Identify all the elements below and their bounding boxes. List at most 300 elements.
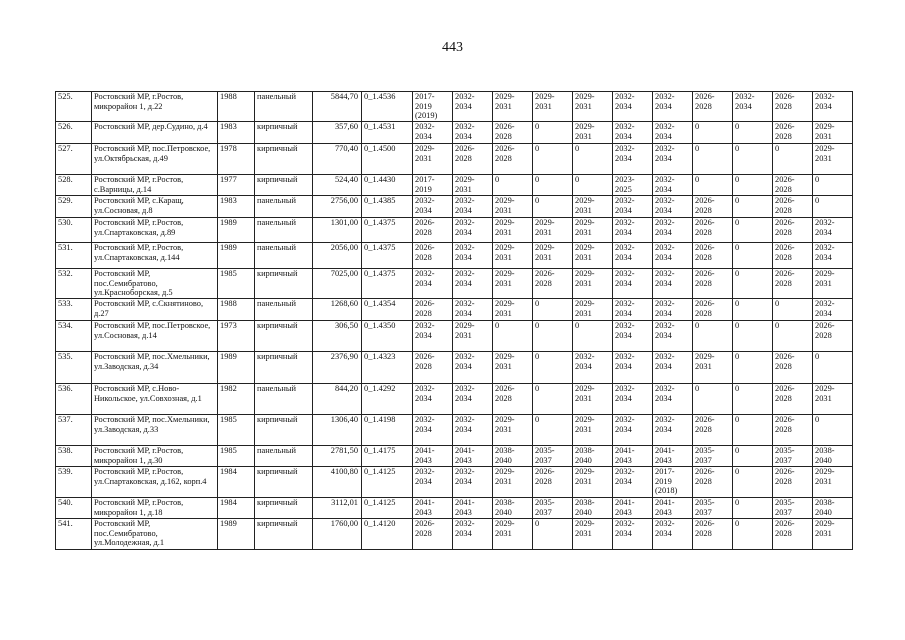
cell-wall-material: кирпичный — [255, 175, 313, 196]
cell-address: Ростовский МР, г.Ростов, микрорайон 1, д.30 — [92, 446, 218, 467]
cell-wall-material: панельный — [255, 196, 313, 218]
cell-period-10: 2026-2028 — [773, 196, 813, 218]
cell-wall-material: панельный — [255, 92, 313, 122]
cell-period-3: 2029-2031 — [493, 269, 533, 299]
cell-period-11: 2029-2031 — [813, 384, 853, 415]
cell-build-year: 1984 — [218, 467, 255, 498]
cell-period-3: 2029-2031 — [493, 218, 533, 243]
cell-period-8: 0 — [693, 384, 733, 415]
cell-period-1: 2032-2034 — [413, 384, 453, 415]
cell-period-9: 0 — [733, 299, 773, 321]
cell-rank-code: 0_1.4500 — [362, 144, 413, 175]
cell-address: Ростовский МР, г.Ростов, ул.Спартаковская, д.144 — [92, 243, 218, 269]
cell-period-3: 2029-2031 — [493, 196, 533, 218]
cell-period-1: 2026-2028 — [413, 218, 453, 243]
cell-period-2: 2032-2034 — [453, 122, 493, 144]
cell-address: Ростовский МР, г.Ростов, микрорайон 1, д.18 — [92, 498, 218, 519]
cell-period-10: 2026-2028 — [773, 218, 813, 243]
cell-period-1: 2032-2034 — [413, 122, 453, 144]
table-row — [56, 218, 853, 243]
cell-period-5: 2029-2031 — [573, 467, 613, 498]
cell-period-6: 2032-2034 — [613, 269, 653, 299]
cell-period-6: 2032-2034 — [613, 122, 653, 144]
cell-period-4: 0 — [533, 352, 573, 384]
cell-period-2: 2029-2031 — [453, 321, 493, 352]
cell-period-1: 2026-2028 — [413, 243, 453, 269]
cell-period-7: 2032-2034 — [653, 122, 693, 144]
cell-period-7: 2032-2034 — [653, 218, 693, 243]
cell-period-6: 2032-2034 — [613, 352, 653, 384]
cell-rank-code: 0_1.4536 — [362, 92, 413, 122]
cell-address: Ростовский МР, пос.Петровское, ул.Октябрьская, д.49 — [92, 144, 218, 175]
cell-wall-material: кирпичный — [255, 519, 313, 550]
cell-period-1: 2041-2043 — [413, 446, 453, 467]
cell-period-4: 0 — [533, 384, 573, 415]
cell-period-3: 2026-2028 — [493, 122, 533, 144]
cell-period-2: 2041-2043 — [453, 498, 493, 519]
cell-period-1: 2026-2028 — [413, 299, 453, 321]
cell-period-6: 2023-2025 — [613, 175, 653, 196]
cell-period-9: 0 — [733, 446, 773, 467]
cell-period-1: 2026-2028 — [413, 519, 453, 550]
table-row — [56, 196, 853, 218]
cell-period-3: 2038-2040 — [493, 446, 533, 467]
cell-period-10: 2026-2028 — [773, 269, 813, 299]
cell-period-6: 2032-2034 — [613, 196, 653, 218]
cell-address: Ростовский МР, г.Ростов, с.Варницы, д.14 — [92, 175, 218, 196]
cell-row-number: 529. — [56, 196, 92, 218]
cell-period-7: 2032-2034 — [653, 144, 693, 175]
cell-period-2: 2032-2034 — [453, 519, 493, 550]
cell-period-9: 0 — [733, 218, 773, 243]
cell-period-10: 2026-2028 — [773, 467, 813, 498]
cell-period-7: 2032-2034 — [653, 92, 693, 122]
table-row — [56, 498, 853, 519]
cell-build-year: 1988 — [218, 92, 255, 122]
cell-period-8: 2026-2028 — [693, 519, 733, 550]
cell-build-year: 1983 — [218, 122, 255, 144]
cell-wall-material: панельный — [255, 299, 313, 321]
cell-period-6: 2032-2034 — [613, 144, 653, 175]
cell-period-10: 2026-2028 — [773, 175, 813, 196]
cell-period-2: 2032-2034 — [453, 467, 493, 498]
cell-period-7: 2032-2034 — [653, 321, 693, 352]
cell-period-11: 2029-2031 — [813, 269, 853, 299]
cell-period-2: 2032-2034 — [453, 218, 493, 243]
cell-period-7: 2041-2043 — [653, 498, 693, 519]
cell-period-8: 0 — [693, 122, 733, 144]
cell-wall-material: кирпичный — [255, 415, 313, 446]
cell-period-7: 2032-2034 — [653, 196, 693, 218]
cell-period-8: 2026-2028 — [693, 415, 733, 446]
cell-period-2: 2041-2043 — [453, 446, 493, 467]
cell-period-5: 2029-2031 — [573, 299, 613, 321]
cell-wall-material: панельный — [255, 243, 313, 269]
cell-build-year: 1989 — [218, 218, 255, 243]
cell-period-7: 2041-2043 — [653, 446, 693, 467]
cell-period-1: 2032-2034 — [413, 269, 453, 299]
cell-period-7: 2032-2034 — [653, 299, 693, 321]
cell-period-4: 2026-2028 — [533, 467, 573, 498]
cell-address: Ростовский МР, пос.Семибратово, ул.Красноборская, д.5 — [92, 269, 218, 299]
cell-address: Ростовский МР, дер.Судино, д.4 — [92, 122, 218, 144]
cell-period-2: 2032-2034 — [453, 196, 493, 218]
cell-period-2: 2032-2034 — [453, 243, 493, 269]
cell-period-5: 2038-2040 — [573, 446, 613, 467]
cell-build-year: 1982 — [218, 384, 255, 415]
cell-period-3: 2026-2028 — [493, 144, 533, 175]
cell-build-year: 1985 — [218, 415, 255, 446]
cell-row-number: 541. — [56, 519, 92, 550]
cell-row-number: 532. — [56, 269, 92, 299]
cell-period-4: 2029-2031 — [533, 92, 573, 122]
cell-period-6: 2041-2043 — [613, 446, 653, 467]
cell-period-11: 0 — [813, 175, 853, 196]
cell-area: 524,40 — [313, 175, 362, 196]
cell-area: 844,20 — [313, 384, 362, 415]
cell-period-11: 2026-2028 — [813, 321, 853, 352]
cell-period-8: 2035-2037 — [693, 446, 733, 467]
cell-period-5: 0 — [573, 175, 613, 196]
cell-rank-code: 0_1.4531 — [362, 122, 413, 144]
cell-period-8: 0 — [693, 321, 733, 352]
cell-row-number: 531. — [56, 243, 92, 269]
table-row — [56, 467, 853, 498]
cell-rank-code: 0_1.4385 — [362, 196, 413, 218]
cell-period-11: 2038-2040 — [813, 446, 853, 467]
table-row — [56, 269, 853, 299]
cell-period-5: 2029-2031 — [573, 196, 613, 218]
cell-period-1: 2032-2034 — [413, 321, 453, 352]
cell-row-number: 534. — [56, 321, 92, 352]
cell-period-3: 2029-2031 — [493, 352, 533, 384]
cell-period-9: 0 — [733, 243, 773, 269]
cell-build-year: 1983 — [218, 196, 255, 218]
cell-address: Ростовский МР, с.Скнятиново, д.27 — [92, 299, 218, 321]
cell-period-9: 0 — [733, 467, 773, 498]
cell-row-number: 533. — [56, 299, 92, 321]
cell-period-11: 2032-2034 — [813, 92, 853, 122]
cell-period-8: 2026-2028 — [693, 218, 733, 243]
cell-period-4: 0 — [533, 175, 573, 196]
cell-period-9: 0 — [733, 175, 773, 196]
cell-period-9: 0 — [733, 321, 773, 352]
cell-period-3: 0 — [493, 175, 533, 196]
cell-period-11: 2029-2031 — [813, 467, 853, 498]
table-row — [56, 175, 853, 196]
cell-period-10: 0 — [773, 299, 813, 321]
table-row — [56, 243, 853, 269]
cell-period-7: 2017-2019 (2018) — [653, 467, 693, 498]
cell-row-number: 526. — [56, 122, 92, 144]
cell-wall-material: кирпичный — [255, 269, 313, 299]
cell-row-number: 539. — [56, 467, 92, 498]
cell-period-1: 2029-2031 — [413, 144, 453, 175]
cell-period-10: 2035-2037 — [773, 446, 813, 467]
cell-period-10: 2026-2028 — [773, 352, 813, 384]
cell-period-10: 2026-2028 — [773, 384, 813, 415]
cell-period-10: 0 — [773, 144, 813, 175]
cell-period-4: 0 — [533, 321, 573, 352]
cell-period-5: 2032-2034 — [573, 352, 613, 384]
cell-build-year: 1988 — [218, 299, 255, 321]
cell-period-3: 2029-2031 — [493, 243, 533, 269]
cell-period-4: 0 — [533, 196, 573, 218]
cell-period-10: 2026-2028 — [773, 122, 813, 144]
cell-period-11: 2032-2034 — [813, 299, 853, 321]
cell-period-11: 2032-2034 — [813, 243, 853, 269]
cell-area: 306,50 — [313, 321, 362, 352]
cell-row-number: 540. — [56, 498, 92, 519]
cell-rank-code: 0_1.4354 — [362, 299, 413, 321]
cell-area: 2376,90 — [313, 352, 362, 384]
cell-build-year: 1984 — [218, 498, 255, 519]
cell-area: 5844,70 — [313, 92, 362, 122]
cell-rank-code: 0_1.4323 — [362, 352, 413, 384]
cell-period-8: 2026-2028 — [693, 196, 733, 218]
cell-period-10: 2026-2028 — [773, 519, 813, 550]
cell-address: Ростовский МР, с.Ново-Никольское, ул.Совхозная, д.1 — [92, 384, 218, 415]
cell-row-number: 528. — [56, 175, 92, 196]
cell-wall-material: кирпичный — [255, 321, 313, 352]
cell-period-11: 2029-2031 — [813, 144, 853, 175]
cell-period-6: 2041-2043 — [613, 498, 653, 519]
cell-period-9: 2032-2034 — [733, 92, 773, 122]
cell-area: 1760,00 — [313, 519, 362, 550]
cell-period-6: 2032-2034 — [613, 243, 653, 269]
cell-period-4: 2029-2031 — [533, 218, 573, 243]
cell-row-number: 538. — [56, 446, 92, 467]
cell-area: 770,40 — [313, 144, 362, 175]
cell-period-7: 2032-2034 — [653, 269, 693, 299]
cell-period-10: 2035-2037 — [773, 498, 813, 519]
cell-build-year: 1973 — [218, 321, 255, 352]
table-row — [56, 92, 853, 122]
cell-area: 1306,40 — [313, 415, 362, 446]
cell-period-9: 0 — [733, 519, 773, 550]
cell-period-10: 2026-2028 — [773, 92, 813, 122]
cell-period-5: 2029-2031 — [573, 519, 613, 550]
cell-address: Ростовский МР, пос.Хмельники, ул.Заводская, д.34 — [92, 352, 218, 384]
table-row — [56, 415, 853, 446]
cell-period-6: 2032-2034 — [613, 92, 653, 122]
cell-period-5: 2029-2031 — [573, 243, 613, 269]
table-row — [56, 321, 853, 352]
cell-period-11: 0 — [813, 415, 853, 446]
cell-rank-code: 0_1.4125 — [362, 498, 413, 519]
cell-period-2: 2032-2034 — [453, 269, 493, 299]
cell-wall-material: кирпичный — [255, 467, 313, 498]
cell-period-2: 2032-2034 — [453, 299, 493, 321]
cell-period-5: 2029-2031 — [573, 218, 613, 243]
cell-period-7: 2032-2034 — [653, 352, 693, 384]
cell-period-8: 2029-2031 — [693, 352, 733, 384]
cell-period-3: 2029-2031 — [493, 519, 533, 550]
cell-wall-material: кирпичный — [255, 498, 313, 519]
cell-period-4: 0 — [533, 122, 573, 144]
cell-rank-code: 0_1.4120 — [362, 519, 413, 550]
cell-period-7: 2032-2034 — [653, 384, 693, 415]
cell-rank-code: 0_1.4175 — [362, 446, 413, 467]
cell-period-9: 0 — [733, 498, 773, 519]
cell-rank-code: 0_1.4430 — [362, 175, 413, 196]
page-number: 443 — [442, 40, 463, 55]
cell-period-1: 2017-2019 (2019) — [413, 92, 453, 122]
cell-wall-material: кирпичный — [255, 352, 313, 384]
cell-row-number: 530. — [56, 218, 92, 243]
cell-wall-material: панельный — [255, 446, 313, 467]
cell-address: Ростовский МР, пос.Хмельники, ул.Заводская, д.33 — [92, 415, 218, 446]
cell-period-6: 2032-2034 — [613, 218, 653, 243]
table-row — [56, 519, 853, 550]
cell-wall-material: кирпичный — [255, 122, 313, 144]
cell-period-10: 0 — [773, 321, 813, 352]
cell-wall-material: панельный — [255, 384, 313, 415]
cell-period-8: 2026-2028 — [693, 299, 733, 321]
cell-period-4: 2035-2037 — [533, 498, 573, 519]
cell-period-9: 0 — [733, 122, 773, 144]
cell-period-3: 2038-2040 — [493, 498, 533, 519]
cell-area: 2056,00 — [313, 243, 362, 269]
cell-rank-code: 0_1.4198 — [362, 415, 413, 446]
table-row — [56, 122, 853, 144]
cell-rank-code: 0_1.4125 — [362, 467, 413, 498]
cell-period-1: 2017-2019 — [413, 175, 453, 196]
cell-period-2: 2032-2034 — [453, 415, 493, 446]
cell-period-9: 0 — [733, 384, 773, 415]
cell-rank-code: 0_1.4375 — [362, 218, 413, 243]
cell-period-5: 0 — [573, 321, 613, 352]
cell-build-year: 1989 — [218, 352, 255, 384]
overhaul-schedule-table — [55, 91, 853, 550]
cell-rank-code: 0_1.4292 — [362, 384, 413, 415]
cell-period-4: 0 — [533, 519, 573, 550]
cell-period-6: 2032-2034 — [613, 415, 653, 446]
cell-period-9: 0 — [733, 196, 773, 218]
table-row — [56, 299, 853, 321]
cell-build-year: 1977 — [218, 175, 255, 196]
cell-rank-code: 0_1.4375 — [362, 243, 413, 269]
cell-row-number: 527. — [56, 144, 92, 175]
cell-period-4: 0 — [533, 144, 573, 175]
cell-period-2: 2026-2028 — [453, 144, 493, 175]
cell-period-8: 2026-2028 — [693, 92, 733, 122]
cell-rank-code: 0_1.4375 — [362, 269, 413, 299]
table-row — [56, 384, 853, 415]
cell-period-11: 0 — [813, 352, 853, 384]
cell-period-3: 2029-2031 — [493, 467, 533, 498]
cell-rank-code: 0_1.4350 — [362, 321, 413, 352]
cell-period-5: 2029-2031 — [573, 415, 613, 446]
table-row — [56, 352, 853, 384]
cell-period-11: 2029-2031 — [813, 519, 853, 550]
cell-period-11: 2029-2031 — [813, 122, 853, 144]
cell-period-2: 2032-2034 — [453, 384, 493, 415]
cell-period-8: 2035-2037 — [693, 498, 733, 519]
cell-period-3: 0 — [493, 321, 533, 352]
table-row — [56, 144, 853, 175]
cell-period-9: 0 — [733, 269, 773, 299]
cell-period-6: 2032-2034 — [613, 384, 653, 415]
cell-period-9: 0 — [733, 144, 773, 175]
cell-period-5: 2029-2031 — [573, 92, 613, 122]
cell-period-8: 0 — [693, 175, 733, 196]
cell-period-3: 2029-2031 — [493, 415, 533, 446]
cell-period-4: 2029-2031 — [533, 243, 573, 269]
cell-period-6: 2032-2034 — [613, 519, 653, 550]
cell-period-2: 2032-2034 — [453, 352, 493, 384]
cell-period-8: 2026-2028 — [693, 243, 733, 269]
cell-period-1: 2032-2034 — [413, 415, 453, 446]
cell-build-year: 1985 — [218, 446, 255, 467]
cell-period-10: 2026-2028 — [773, 415, 813, 446]
cell-area: 2756,00 — [313, 196, 362, 218]
cell-period-1: 2026-2028 — [413, 352, 453, 384]
cell-period-7: 2032-2034 — [653, 175, 693, 196]
cell-period-3: 2029-2031 — [493, 92, 533, 122]
cell-period-7: 2032-2034 — [653, 243, 693, 269]
cell-period-3: 2029-2031 — [493, 299, 533, 321]
cell-address: Ростовский МР, с.Каращ, ул.Сосновая, д.8 — [92, 196, 218, 218]
cell-row-number: 525. — [56, 92, 92, 122]
cell-build-year: 1978 — [218, 144, 255, 175]
cell-address: Ростовский МР, г.Ростов, ул.Спартаковская, д.89 — [92, 218, 218, 243]
cell-row-number: 536. — [56, 384, 92, 415]
cell-period-11: 2038-2040 — [813, 498, 853, 519]
cell-period-4: 2026-2028 — [533, 269, 573, 299]
cell-period-6: 2032-2034 — [613, 299, 653, 321]
cell-row-number: 535. — [56, 352, 92, 384]
cell-address: Ростовский МР, г.Ростов, ул.Спартаковская, д.162, корп.4 — [92, 467, 218, 498]
cell-period-2: 2032-2034 — [453, 92, 493, 122]
cell-period-8: 2026-2028 — [693, 467, 733, 498]
cell-period-7: 2032-2034 — [653, 415, 693, 446]
cell-period-9: 0 — [733, 352, 773, 384]
cell-address: Ростовский МР, пос.Петровское, ул.Сосновая, д.14 — [92, 321, 218, 352]
cell-area: 4100,80 — [313, 467, 362, 498]
cell-period-9: 0 — [733, 415, 773, 446]
cell-period-4: 0 — [533, 299, 573, 321]
cell-build-year: 1989 — [218, 243, 255, 269]
cell-period-5: 2038-2040 — [573, 498, 613, 519]
cell-period-5: 2029-2031 — [573, 122, 613, 144]
cell-period-4: 2035-2037 — [533, 446, 573, 467]
cell-address: Ростовский МР, г.Ростов, микрорайон 1, д.22 — [92, 92, 218, 122]
cell-period-1: 2032-2034 — [413, 467, 453, 498]
cell-period-4: 0 — [533, 415, 573, 446]
cell-period-2: 2029-2031 — [453, 175, 493, 196]
cell-area: 2781,50 — [313, 446, 362, 467]
cell-period-6: 2032-2034 — [613, 321, 653, 352]
table-row — [56, 446, 853, 467]
cell-area: 7025,00 — [313, 269, 362, 299]
cell-period-11: 0 — [813, 196, 853, 218]
cell-period-5: 2029-2031 — [573, 384, 613, 415]
cell-area: 357,60 — [313, 122, 362, 144]
cell-period-8: 2026-2028 — [693, 269, 733, 299]
cell-period-5: 2029-2031 — [573, 269, 613, 299]
cell-period-7: 2032-2034 — [653, 519, 693, 550]
cell-period-10: 2026-2028 — [773, 243, 813, 269]
cell-period-5: 0 — [573, 144, 613, 175]
cell-wall-material: кирпичный — [255, 144, 313, 175]
cell-build-year: 1985 — [218, 269, 255, 299]
cell-row-number: 537. — [56, 415, 92, 446]
cell-period-1: 2032-2034 — [413, 196, 453, 218]
cell-build-year: 1989 — [218, 519, 255, 550]
cell-area: 1301,00 — [313, 218, 362, 243]
cell-area: 3112,01 — [313, 498, 362, 519]
